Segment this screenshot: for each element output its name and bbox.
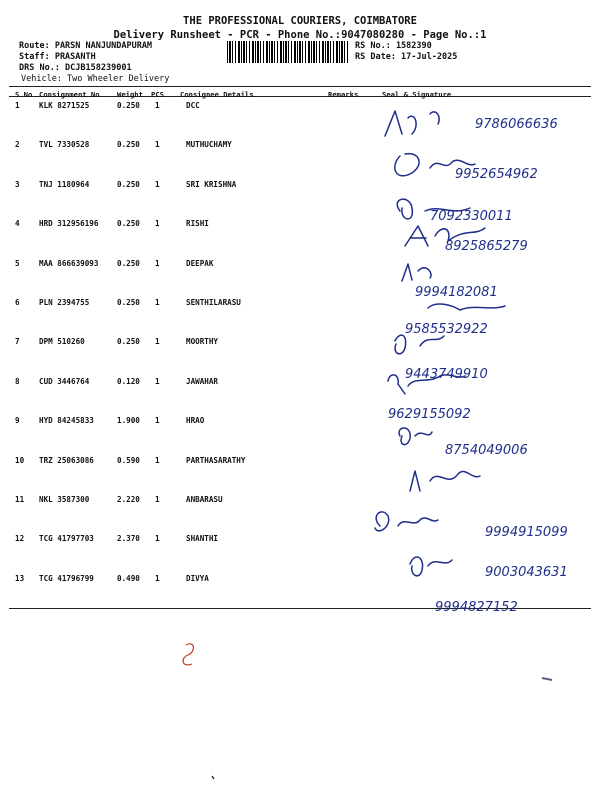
row-10-consignee: PARTHASARATHY: [186, 456, 246, 465]
row-12-weight: 2.370: [117, 534, 140, 543]
signature-10: [410, 471, 480, 491]
row-11-pcs: 1: [155, 495, 160, 504]
signature-12: [410, 557, 452, 576]
phone-note-2: 9952654962: [455, 167, 538, 182]
signature-11: [375, 512, 438, 531]
row-6-pcs: 1: [155, 298, 160, 307]
signature-7: [395, 335, 444, 354]
vehicle-label: Vehicle: Two Wheeler Delivery: [21, 74, 170, 84]
staff-label: Staff: PRASANTH: [19, 52, 96, 62]
signature-1: [385, 111, 439, 136]
col-pcs: PCS: [151, 90, 164, 99]
signature-5: [402, 264, 431, 281]
row-1-consignment: KLK 8271525: [39, 101, 90, 110]
row-4-consignment: HRD 312956196: [39, 219, 99, 228]
row-4-pcs: 1: [155, 219, 160, 228]
row-4-weight: 0.250: [117, 219, 140, 228]
row-5-sno: 5: [15, 259, 20, 268]
row-11-consignee: ANBARASU: [186, 495, 223, 504]
row-7-weight: 0.250: [117, 337, 140, 346]
col-consignment: Consignment No: [39, 90, 100, 99]
signature-area: [340, 96, 595, 616]
row-10-weight: 0.590: [117, 456, 140, 465]
route-label: Route: PARSN NANJUNDAPURAM: [19, 41, 153, 51]
row-2-sno: 2: [15, 140, 20, 149]
phone-note-10: 9994915099: [485, 525, 568, 540]
row-11-sno: 11: [15, 495, 25, 504]
row-9-sno: 9: [15, 416, 20, 425]
row-2-consignment: TVL 7330528: [39, 140, 90, 149]
row-6-consignee: SENTHILARASU: [186, 298, 241, 307]
row-3-sno: 3: [15, 180, 20, 189]
row-6-consignment: PLN 2394755: [39, 298, 90, 307]
row-6-weight: 0.250: [117, 298, 140, 307]
row-7-consignee: MOORTHY: [186, 337, 219, 346]
col-consignee: Consignee Details: [180, 90, 254, 99]
row-13-consignee: DIVYA: [186, 574, 209, 583]
col-weight: Weight: [117, 90, 143, 99]
row-10-sno: 10: [15, 456, 25, 465]
phone-note-5: 9994182081: [415, 285, 498, 300]
row-6-sno: 6: [15, 298, 20, 307]
row-9-consignment: HYD 84245833: [39, 416, 94, 425]
row-13-pcs: 1: [155, 574, 160, 583]
col-signature: Seal & Signature: [382, 90, 452, 99]
row-2-weight: 0.250: [117, 140, 140, 149]
row-7-sno: 7: [15, 337, 20, 346]
row-4-consignee: RISHI: [186, 219, 209, 228]
row-5-pcs: 1: [155, 259, 160, 268]
row-1-consignee: DCC: [186, 101, 200, 110]
signature-9: [399, 428, 432, 445]
row-3-consignment: TNJ 1180964: [39, 180, 90, 189]
row-7-pcs: 1: [155, 337, 160, 346]
row-10-consignment: TRZ 25063086: [39, 456, 94, 465]
row-8-sno: 8: [15, 377, 20, 386]
row-11-weight: 2.220: [117, 495, 140, 504]
row-12-pcs: 1: [155, 534, 160, 543]
red-ink-mark: [183, 644, 193, 665]
table-top-border: [9, 86, 591, 87]
col-remarks: Remarks: [328, 90, 359, 99]
drs-label: DRS No.: DCJB158239001: [19, 63, 132, 73]
row-3-weight: 0.250: [117, 180, 140, 189]
row-13-sno: 13: [15, 574, 25, 583]
row-5-weight: 0.250: [117, 259, 140, 268]
phone-note-9: 8754049006: [445, 443, 528, 458]
row-3-consignee: SRI KRISHNA: [186, 180, 237, 189]
smudge-mark: [542, 678, 552, 680]
company-title: THE PROFESSIONAL COURIERS, COIMBATORE: [183, 15, 417, 27]
row-5-consignment: MAA 866639093: [39, 259, 99, 268]
row-9-weight: 1.900: [117, 416, 140, 425]
row-3-pcs: 1: [155, 180, 160, 189]
row-12-sno: 12: [15, 534, 25, 543]
signature-6: [428, 304, 505, 310]
phone-note-3: 7092330011: [430, 209, 513, 224]
row-8-weight: 0.120: [117, 377, 140, 386]
row-12-consignee: SHANTHI: [186, 534, 219, 543]
phone-note-4: 8925865279: [445, 239, 528, 254]
barcode: [227, 41, 349, 63]
row-9-consignee: HRAO: [186, 416, 205, 425]
runsheet-subtitle: Delivery Runsheet - PCR - Phone No.:9047080280 - Page No.:1: [113, 29, 487, 41]
row-8-consignee: JAWAHAR: [186, 377, 219, 386]
phone-note-1: 9786066636: [475, 117, 558, 132]
row-5-consignee: DEEPAK: [186, 259, 214, 268]
row-1-weight: 0.250: [117, 101, 140, 110]
row-2-consignee: MUTHUCHAMY: [186, 140, 232, 149]
dot-mark: [212, 776, 214, 779]
row-13-consignment: TCG 41796799: [39, 574, 94, 583]
phone-note-6: 9585532922: [405, 322, 488, 337]
phone-note-8: 9629155092: [388, 407, 471, 422]
rs-number: RS No.: 1582390: [355, 41, 432, 51]
row-8-pcs: 1: [155, 377, 160, 386]
row-10-pcs: 1: [155, 456, 160, 465]
row-1-pcs: 1: [155, 101, 160, 110]
row-4-sno: 4: [15, 219, 20, 228]
row-1-sno: 1: [15, 101, 20, 110]
row-12-consignment: TCG 41797703: [39, 534, 94, 543]
row-9-pcs: 1: [155, 416, 160, 425]
row-2-pcs: 1: [155, 140, 160, 149]
row-11-consignment: NKL 3587300: [39, 495, 90, 504]
row-13-weight: 0.490: [117, 574, 140, 583]
phone-note-11: 9003043631: [485, 565, 568, 580]
row-7-consignment: DPM 510260: [39, 337, 85, 346]
row-8-consignment: CUD 3446764: [39, 377, 90, 386]
phone-note-7: 9443749910: [405, 367, 488, 382]
col-sno: S No: [15, 90, 33, 99]
rs-date: RS Date: 17-Jul-2025: [355, 52, 458, 62]
phone-note-12: 9994827152: [435, 600, 518, 615]
